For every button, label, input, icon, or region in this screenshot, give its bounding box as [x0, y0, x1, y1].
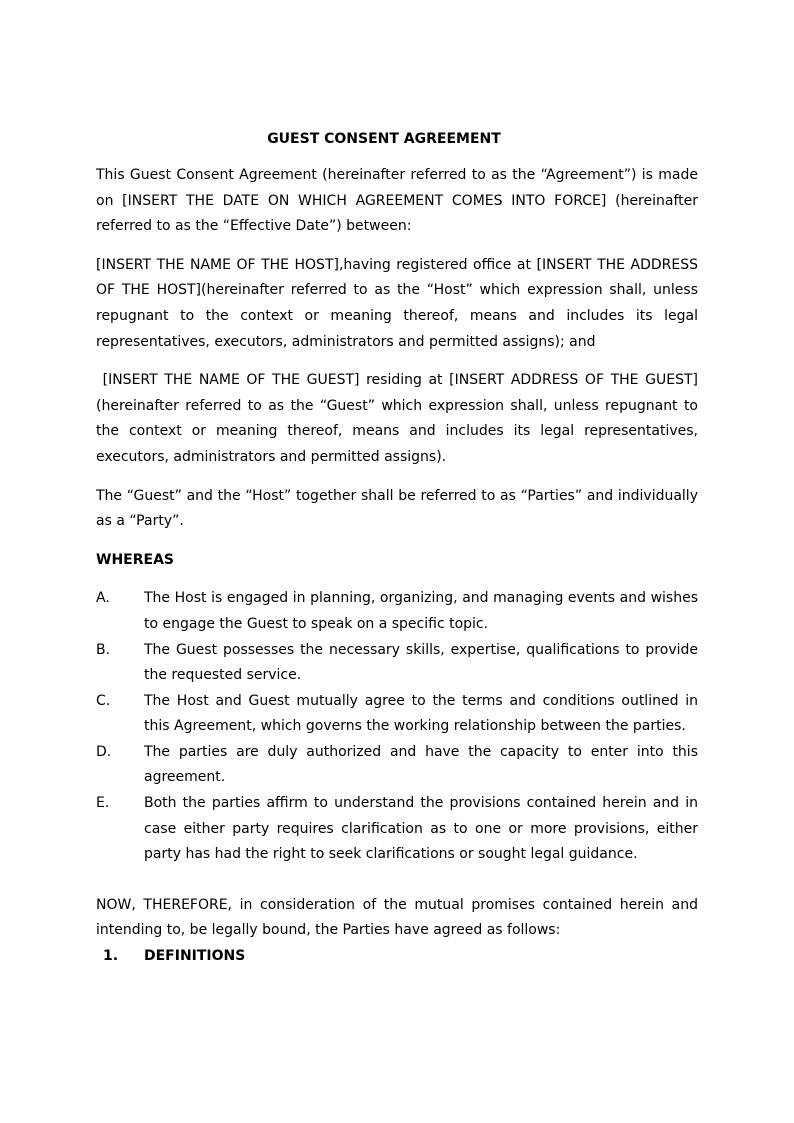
- whereas-item: [96, 689, 698, 740]
- whereas-heading: WHEREAS: [96, 551, 174, 568]
- whereas-item-letter: D.: [96, 743, 112, 760]
- whereas-item: [96, 586, 698, 637]
- whereas-list: [96, 586, 698, 868]
- whereas-item-text: The Guest possesses the necessary skills, expertise, qualifications to provide the requested service.: [144, 641, 698, 684]
- whereas-item-letter: E.: [96, 795, 110, 812]
- section-label: DEFINITIONS: [144, 948, 246, 965]
- whereas-item-text: The Host and Guest mutually agree to the terms and conditions outlined in this Agreement, which governs the working relationship between the parties.: [144, 692, 698, 735]
- spacer: [96, 868, 698, 893]
- whereas-item-text: The parties are duly authorized and have the capacity to enter into this agreement.: [144, 743, 698, 786]
- whereas-item-text: The Host is engaged in planning, organizing, and managing events and wishes to engage the Guest to speak on a specific topic.: [144, 590, 698, 632]
- whereas-item-letter: A.: [96, 590, 110, 607]
- whereas-item-letter: C.: [96, 692, 111, 709]
- document-page: [96, 128, 698, 970]
- host-paragraph: [INSERT THE NAME OF THE HOST],having registered office at [INSERT THE ADDRESS OF THE HOST](hereinafter referred to as the “Host” which expression shall, unless repugnant to the context or meaning thereof, means and includes its legal representatives, executors, administrators and permitted assigns); and: [96, 256, 698, 350]
- now-therefore-paragraph: NOW, THEREFORE, in consideration of the mutual promises contained herein and intending to, be legally bound, the Parties have agreed as follows:: [96, 896, 698, 939]
- whereas-item: [96, 638, 698, 689]
- whereas-item-text: Both the parties affirm to understand the provisions contained herein and in case either party requires clarification as to one or more provisions, either party has had the right to seek clarifications or sought legal guidance.: [144, 795, 698, 863]
- whereas-item: [96, 791, 698, 868]
- intro-paragraph: This Guest Consent Agreement (hereinafter referred to as the “Agreement”) is made on [INSERT THE DATE ON WHICH AGREEMENT COMES INTO FORCE] (hereinafter referred to as the “Effective Date”) between:: [96, 167, 698, 235]
- document-title: GUEST CONSENT AGREEMENT: [267, 131, 501, 147]
- parties-paragraph: The “Guest” and the “Host” together shall be referred to as “Parties” and individually as a “Party”.: [96, 487, 698, 530]
- guest-paragraph: [INSERT THE NAME OF THE GUEST] residing at [INSERT ADDRESS OF THE GUEST] (hereinafter referred to as the “Guest” which expression shall, unless repugnant to the context or meaning thereof, means and includes its legal representatives, executors, administrators and permitted assigns).: [96, 372, 698, 465]
- section-heading-definitions: [96, 944, 698, 970]
- whereas-item-letter: B.: [96, 641, 111, 658]
- section-number: 1.: [103, 948, 119, 965]
- whereas-item: [96, 740, 698, 791]
